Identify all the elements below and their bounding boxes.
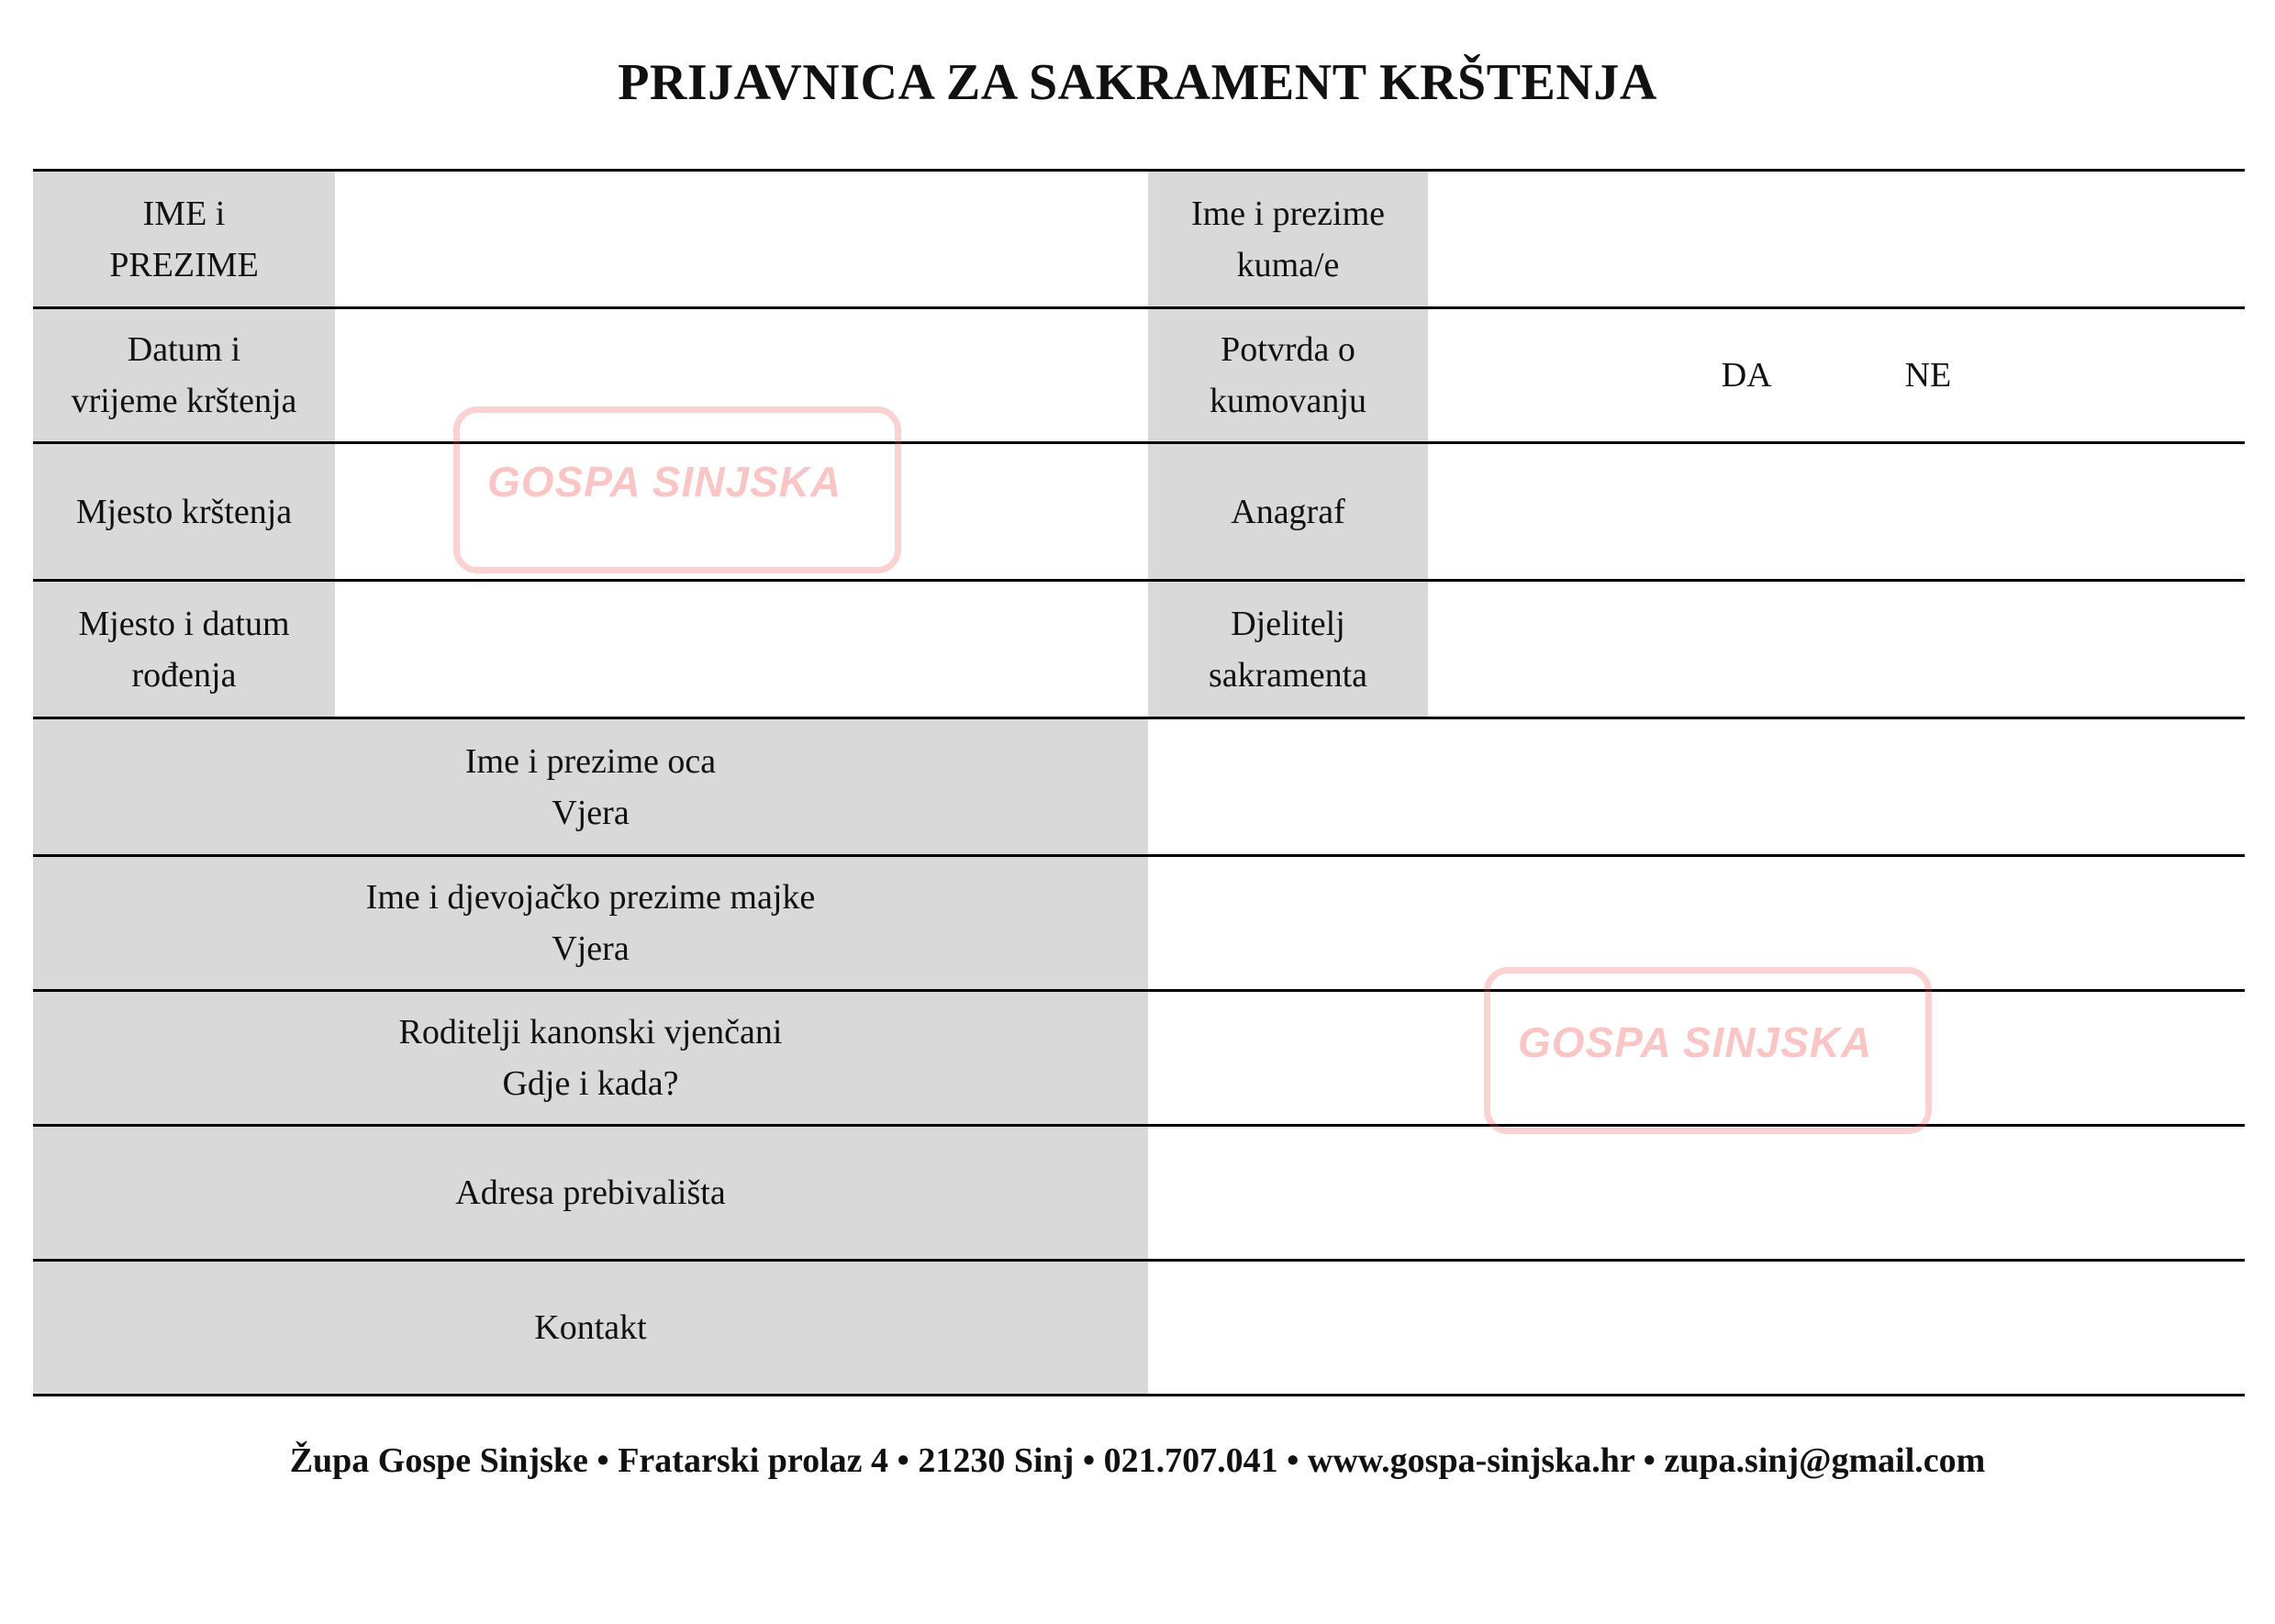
table-row xyxy=(33,719,2245,857)
table-row xyxy=(33,1262,2245,1396)
label-godparent-name: Ime i prezime kuma/e xyxy=(1148,172,1428,306)
field-birth-place-date[interactable] xyxy=(335,582,1148,717)
option-ne[interactable]: NE xyxy=(1904,356,1952,395)
label-parents-married: Roditelji kanonski vjenčani Gdje i kada? xyxy=(33,992,1148,1124)
label-baptism-datetime: Datum i vrijeme krštenja xyxy=(33,309,335,441)
option-da[interactable]: DA xyxy=(1721,356,1772,395)
table-row xyxy=(33,172,2245,309)
table-row xyxy=(33,857,2245,992)
label-baptism-place: Mjesto krštenja xyxy=(33,444,335,579)
baptism-form-table xyxy=(33,169,2245,1396)
field-address[interactable] xyxy=(1148,1127,2245,1259)
label-birth-place-date: Mjesto i datum rođenja xyxy=(33,582,335,717)
watermark-stamp: GOSPA SINJSKA xyxy=(1484,967,1932,1134)
field-father[interactable] xyxy=(1148,719,2245,854)
label-godparent-confirmation: Potvrda o kumovanju xyxy=(1148,309,1428,441)
table-row xyxy=(33,582,2245,719)
label-mother: Ime i djevojačko prezime majke Vjera xyxy=(33,857,1148,989)
watermark-stamp: GOSPA SINJSKA xyxy=(453,406,901,573)
field-baptism-place[interactable] xyxy=(335,444,1148,579)
field-godparent-confirmation xyxy=(1428,309,2245,441)
label-address: Adresa prebivališta xyxy=(33,1127,1148,1259)
table-row xyxy=(33,444,2245,582)
table-row xyxy=(33,309,2245,444)
field-godparent-name[interactable] xyxy=(1428,172,2245,306)
field-minister[interactable] xyxy=(1428,582,2245,717)
field-baptism-datetime[interactable] xyxy=(335,309,1148,441)
label-anagraf: Anagraf xyxy=(1148,444,1428,579)
confirmation-choice xyxy=(1428,350,2245,401)
field-parents-married[interactable] xyxy=(1148,992,2245,1124)
form-title: PRIJAVNICA ZA SAKRAMENT KRŠTENJA xyxy=(618,54,1657,111)
table-row xyxy=(33,1127,2245,1262)
field-contact[interactable] xyxy=(1148,1262,2245,1394)
label-father: Ime i prezime oca Vjera xyxy=(33,719,1148,854)
field-anagraf[interactable] xyxy=(1428,444,2245,579)
label-child-name: IME i PREZIME xyxy=(33,172,335,306)
label-contact: Kontakt xyxy=(33,1262,1148,1394)
table-row xyxy=(33,992,2245,1127)
footer-contact: Župa Gospe Sinjske • Fratarski prolaz 4 • 21230 Sinj • 021.707.041 • www.gospa-sinjska.hr • zupa.sinj@gmail.com xyxy=(289,1441,1986,1480)
field-child-name[interactable] xyxy=(335,172,1148,306)
label-minister: Djelitelj sakramenta xyxy=(1148,582,1428,717)
field-mother[interactable] xyxy=(1148,857,2245,989)
